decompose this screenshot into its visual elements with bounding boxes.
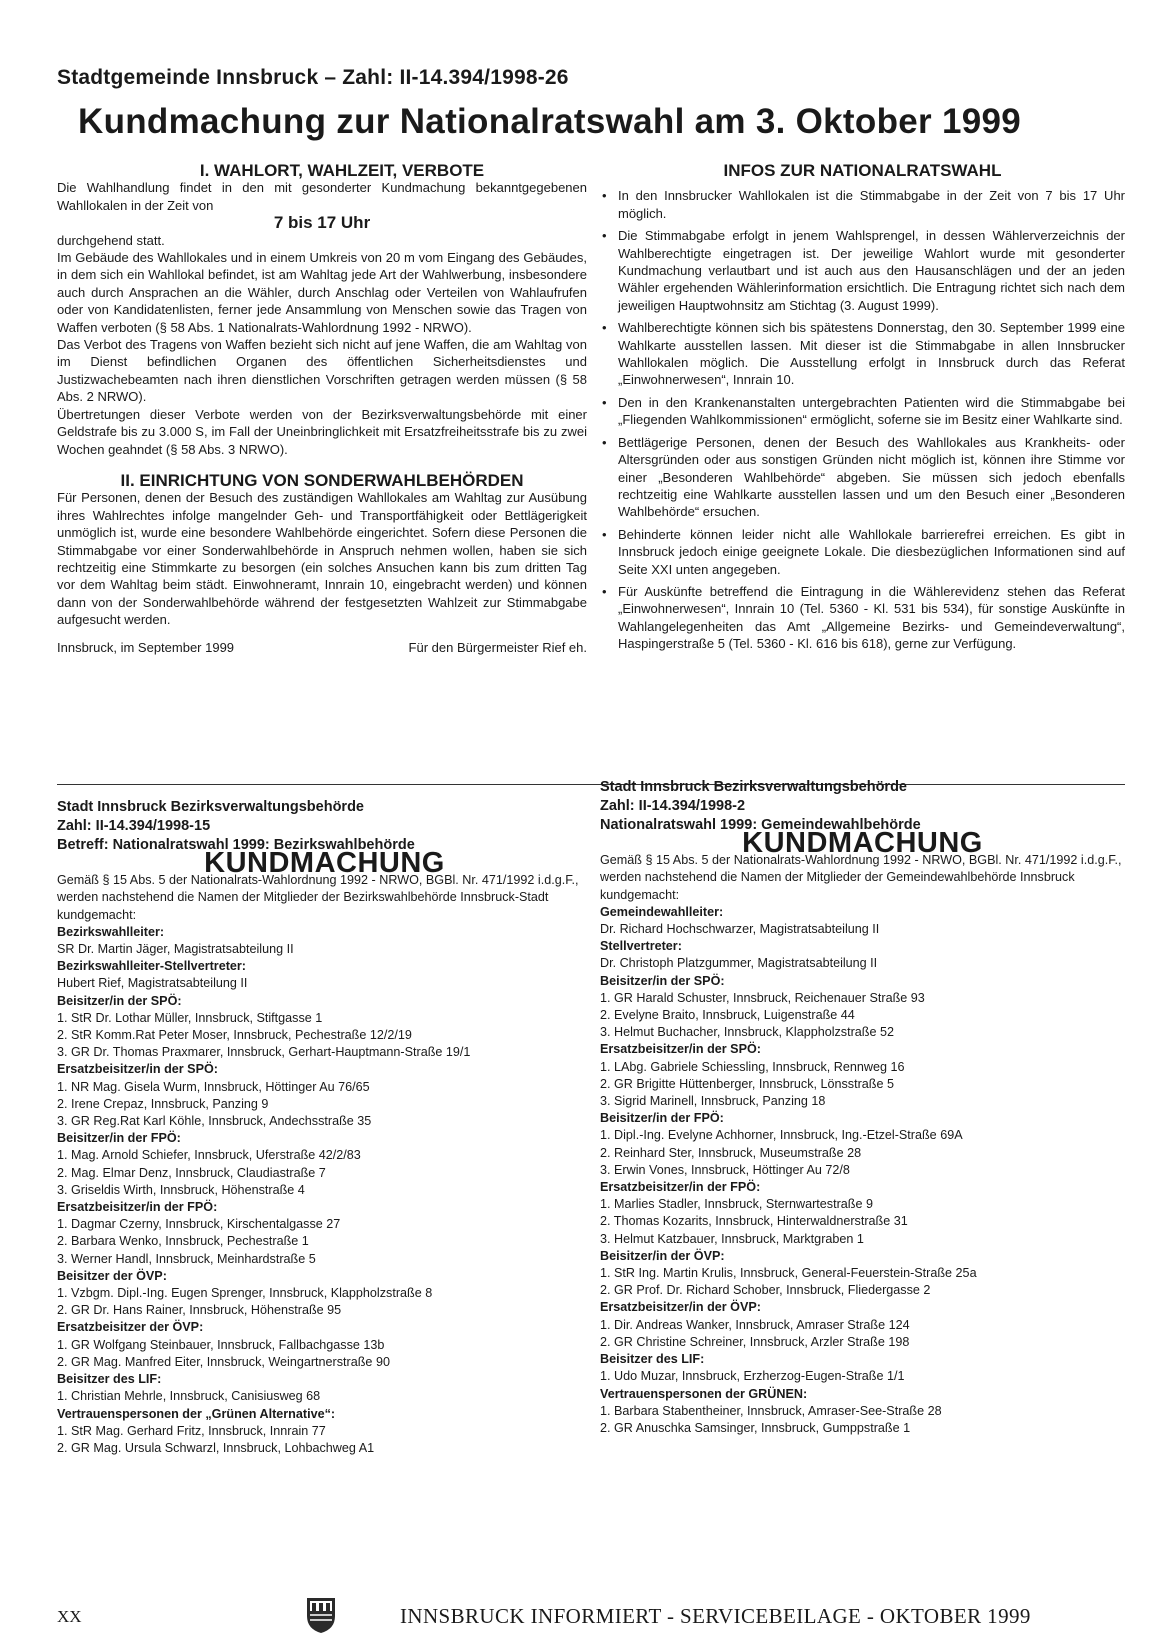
list-item: • Die Stimmabgabe erfolgt in jenem Wahlsprengel, in dessen Wählerverzeichnis der Wahlberechtigte eingetragen ist. Der jeweilige Wahlort wurde mit gesonderter Kundmachung verlautbart und ist auch aus den Hausanschlägen und der an jeden Wähler ergehenden Wählerinformation ersichtlich. Die Entragung richtet sich nach dem jeweiligen Hauptwohnsitz am Stichtag (3. August 1999). (602, 228, 1125, 313)
member-group-title: Bezirkswahlleiter: (57, 924, 165, 939)
member-group-title: Bezirkswahlleiter-Stellvertreter: (57, 959, 246, 974)
list-item: 2. GR Mag. Manfred Eiter, Innsbruck, Weingartnerstraße 90 (57, 1354, 390, 1369)
list-item: 2. Barbara Wenko, Innsbruck, Pechestraße 1 (57, 1234, 309, 1249)
list-item: 1. Marlies Stadler, Innsbruck, Sternwartestraße 9 (600, 1197, 873, 1212)
list-item: 1. GR Wolfgang Steinbauer, Innsbruck, Fallbachgasse 13b (57, 1337, 385, 1352)
list-item: 1. NR Mag. Gisela Wurm, Innsbruck, Höttinger Au 76/65 (57, 1079, 370, 1094)
section-2-title: II. EINRICHTUNG VON SONDERWAHLBEHÖRDEN (120, 470, 524, 490)
sign-place-date: Innsbruck, im September 1999 (57, 639, 235, 655)
list-item: 1. Mag. Arnold Schiefer, Innsbruck, Uferstraße 42/2/83 (57, 1148, 361, 1163)
member-group-title: Vertrauenspersonen der GRÜNEN: (600, 1386, 808, 1401)
notice-issuer: Stadt Innsbruck Bezirksverwaltungsbehörde (600, 779, 907, 795)
list-item: Dr. Christoph Platzgummer, Magistratsabteilung II (600, 956, 878, 971)
member-group-title: Beisitzer/in der FPÖ: (57, 1131, 181, 1146)
member-group-title: Ersatzbeisitzer/in der SPÖ: (57, 1062, 218, 1077)
signature-line (57, 639, 587, 656)
list-item: 3. GR Dr. Thomas Praxmarer, Innsbruck, Gerhart-Hauptmann-Straße 19/1 (57, 1045, 471, 1060)
list-item: 1. Dagmar Czerny, Innsbruck, Kirschentalgasse 27 (57, 1217, 341, 1232)
notice-gemeindewahlbehoerde (600, 778, 1125, 1437)
page-number: XX (57, 1607, 82, 1626)
list-item: 3. Helmut Katzbauer, Innsbruck, Marktgraben 1 (600, 1231, 864, 1246)
list-item: • Behinderte können leider nicht alle Wahllokale barrierefrei erreichen. Es gibt in Innsbruck jedoch einige geeignete Lokale. Die diesbezüglichen Informationen sind auf Seite XXI unten angegeben. (602, 526, 1125, 577)
infos-box (600, 162, 1125, 658)
list-item: • Für Auskünfte betreffend die Eintragung in die Wählerevidenz stehen das Referat „Einwohnerwesen“, Innrain 10 (Tel. 5360 - Kl. 531 bis 534), für sonstige Auskünfte in Wahlangelegenheiten das Amt „Allgemeine Bezirks- und Gemeindeverwaltung“, Haspingerstraße 5 (Tel. 5360 - Kl. 616 bis 618), gerne zur Verfügung. (602, 583, 1125, 652)
notice-subject: Nationalratswahl 1999: Gemeindewahlbehörde (600, 817, 921, 833)
member-group-title: Ersatzbeisitzer/in der ÖVP: (600, 1300, 761, 1315)
notice-intro: Gemäß § 15 Abs. 5 der Nationalrats-Wahlordnung 1992 - NRWO, BGBl. Nr. 471/1992 i.d.g.F., werden nachstehend die Namen der Mitglieder der Gemeindewahlbehörde Innsbruck kundgemacht: (600, 853, 1122, 902)
list-item: 1. LAbg. Gabriele Schiessling, Innsbruck, Rennweg 16 (600, 1059, 905, 1074)
list-item: 1. Vzbgm. Dipl.-Ing. Eugen Sprenger, Innsbruck, Klappholzstraße 8 (57, 1286, 433, 1301)
list-item: 1. StR Ing. Martin Krulis, Innsbruck, General-Feuerstein-Straße 25a (600, 1266, 977, 1281)
page-title: Kundmachung zur Nationalratswahl am 3. Oktober 1999 (78, 102, 1022, 141)
member-group-title: Beisitzer der ÖVP: (57, 1268, 167, 1283)
section-1-para: Übertretungen dieser Verbote werden von der Bezirksverwaltungsbehörde mit einer Geldstrafe bis zu 3.000 S, im Fall der Uneinbringlichkeit mit Ersatzfreiheitsstrafe bis zu zwei Wochen geahndet (§ 58 Abs. 3 NRWO). (57, 406, 587, 457)
section-1-para: Im Gebäude des Wahllokales und in einem Umkreis von 20 m vom Eingang des Gebäudes, in dem sich ein Wahllokal befindet, ist am Wahltag jede Art der Wahlwerbung, insbesondere auch durch Ansprachen an die Wähler, durch Anschlag oder Verteilen von Wahlaufrufen oder von Kandidatenlisten, ferner jede Ansammlung von Menschen sowie das Tragen von Waffen verboten (§ 58 Abs. 1 Nationalrats-Wahlordnung 1992 - NRWO). (57, 250, 587, 335)
list-item: 2. StR Komm.Rat Peter Moser, Innsbruck, Pechestraße 12/2/19 (57, 1028, 412, 1043)
bullet-icon: • (602, 583, 607, 599)
notice-issuer: Stadt Innsbruck Bezirksverwaltungsbehörde (57, 799, 364, 815)
bullet-icon: • (602, 526, 607, 542)
member-group-title: Ersatzbeisitzer/in der SPÖ: (600, 1042, 761, 1057)
list-item: 2. Reinhard Ster, Innsbruck, Museumstraße 28 (600, 1145, 862, 1160)
city-crest-icon (305, 1596, 337, 1634)
notice-heading: KUNDMACHUNG (204, 847, 445, 879)
member-list (600, 904, 1125, 1437)
notice-number: Zahl: II-14.394/1998-2 (600, 798, 746, 814)
notice-heading: KUNDMACHUNG (742, 827, 983, 859)
member-list (57, 924, 592, 1457)
list-item: 1. StR Mag. Gerhard Fritz, Innsbruck, Innrain 77 (57, 1423, 326, 1438)
list-item: 1. Dipl.-Ing. Evelyne Achhorner, Innsbruck, Ing.-Etzel-Straße 69A (600, 1128, 963, 1143)
list-item: 2. GR Mag. Ursula Schwarzl, Innsbruck, Lohbachweg A1 (57, 1440, 375, 1455)
notice-number: Zahl: II-14.394/1998-15 (57, 818, 211, 834)
member-group-title: Beisitzer/in der FPÖ: (600, 1111, 724, 1126)
list-item: 3. Werner Handl, Innsbruck, Meinhardstraße 5 (57, 1251, 316, 1266)
section-1-intro: Die Wahlhandlung findet in den mit gesonderter Kundmachung bekanntgegebenen Wahllokalen in der Zeit von (57, 180, 587, 213)
list-item: 3. Helmut Buchacher, Innsbruck, Klappholzstraße 52 (600, 1025, 895, 1040)
member-group-title: Beisitzer des LIF: (57, 1372, 162, 1387)
bullet-icon: • (602, 188, 607, 204)
member-group-title: Ersatzbeisitzer der ÖVP: (57, 1320, 204, 1335)
member-group-title: Beisitzer des LIF: (600, 1352, 705, 1367)
list-item: 2. Mag. Elmar Denz, Innsbruck, Claudiastraße 7 (57, 1165, 326, 1180)
list-item: • In den Innsbrucker Wahllokalen ist die Stimmabgabe in der Zeit von 7 bis 17 Uhr möglich. (602, 188, 1125, 221)
infos-list (600, 187, 1125, 652)
list-item: 1. Dir. Andreas Wanker, Innsbruck, Amraser Straße 124 (600, 1317, 910, 1332)
list-item: 3. GR Reg.Rat Karl Köhle, Innsbruck, Andechsstraße 35 (57, 1114, 372, 1129)
member-group-title: Stellvertreter: (600, 939, 682, 954)
section-wahlort (57, 162, 587, 656)
issuer-reference: Stadtgemeinde Innsbruck – Zahl: II-14.394/1998-26 (57, 66, 569, 89)
list-item: 2. GR Christine Schreiner, Innsbruck, Arzler Straße 198 (600, 1334, 910, 1349)
member-group-title: Vertrauenspersonen der „Grünen Alternative“: (57, 1406, 336, 1421)
list-item: 1. StR Dr. Lothar Müller, Innsbruck, Stiftgasse 1 (57, 1010, 323, 1025)
member-group-title: Beisitzer/in der SPÖ: (600, 973, 725, 988)
list-item: • Wahlberechtigte können sich bis spätestens Donnerstag, den 30. September 1999 eine Wahlkarte ausstellen lassen. Mit dieser ist die Stimmabgabe in allen Innsbrucker Wahllokalen möglich. Die Ausstellung erfolgt in Innsbruck durch das Referat „Einwohnerwesen“, Innrain 10. (602, 320, 1125, 388)
list-item: 1. Christian Mehrle, Innsbruck, Canisiusweg 68 (57, 1389, 321, 1404)
section-1-para: durchgehend statt. (57, 232, 165, 248)
notice-bezirkswahlbehoerde (57, 798, 592, 1457)
section-1-title: I. WAHLORT, WAHLZEIT, VERBOTE (199, 161, 485, 180)
member-group-title: Ersatzbeisitzer/in der FPÖ: (600, 1180, 761, 1195)
list-item: 3. Sigrid Marinell, Innsbruck, Panzing 18 (600, 1094, 826, 1109)
notice-subject: Betreff: Nationalratswahl 1999: Bezirkswahlbehörde (57, 837, 415, 853)
list-item: 1. Udo Muzar, Innsbruck, Erzherzog-Eugen-Straße 1/1 (600, 1369, 905, 1384)
publication-footer: INNSBRUCK INFORMIERT - SERVICEBEILAGE - OKTOBER 1999 (400, 1604, 1031, 1628)
list-item: 2. GR Prof. Dr. Richard Schober, Innsbruck, Fliedergasse 2 (600, 1283, 931, 1298)
sign-authority: Für den Bürgermeister Rief eh. (408, 639, 587, 655)
list-item: • Den in den Krankenanstalten untergebrachten Patienten wird die Stimmabgabe bei „Fliegenden Wahlkommissionen“ ermöglicht, soferne sie im Besitz einer Wahlkarte sind. (602, 394, 1125, 428)
bullet-icon: • (602, 228, 607, 244)
list-item: 1. Barbara Stabentheiner, Innsbruck, Amraser-See-Straße 28 (600, 1403, 942, 1418)
list-item: Hubert Rief, Magistratsabteilung II (57, 976, 248, 991)
infos-title: INFOS ZUR NATIONALRATSWAHL (723, 161, 1002, 180)
notice-intro: Gemäß § 15 Abs. 5 der Nationalrats-Wahlordnung 1992 - NRWO, BGBl. Nr. 471/1992 i.d.g.F., werden nachstehend die Namen der Mitglieder der Bezirkswahlbehörde Innsbruck-Stadt kundgemacht: (57, 873, 579, 922)
voting-hours: 7 bis 17 Uhr (273, 213, 371, 233)
bullet-icon: • (602, 434, 607, 450)
member-group-title: Ersatzbeisitzer/in der FPÖ: (57, 1200, 218, 1215)
section-2-body: Für Personen, denen der Besuch des zuständigen Wahllokales am Wahltag zur Ausübung ihres Wahlrechtes infolge mangelnder Geh- und Transportfähigkeit oder Bettlägerigkeit unmöglich ist, wurde eine besondere Wahlbehörde eingerichtet. Sofern diese Personen die Stimmabgabe vor einer Sonderwahlbehörde in Anspruch nehmen wollen, haben sie sich rechtzeitig eine Stimmkarte zu besorgen (ein solches Ansuchen kann bis zum dritten Tag vor dem Wahltag beim städt. Einwohneramt, Innrain 10, eingebracht werden) und können dann von der Sonderwahlbehörde während der festgesetzten Wahlzeit zur Stimmabgabe aufgesucht werden. (57, 490, 587, 628)
list-item: 1. GR Harald Schuster, Innsbruck, Reichenauer Straße 93 (600, 990, 925, 1005)
list-item: 2. Thomas Kozarits, Innsbruck, Hinterwaldnerstraße 31 (600, 1214, 908, 1229)
section-1-para: Das Verbot des Tragens von Waffen bezieht sich nicht auf jene Waffen, die am Wahltag von im Dienst befindlichen Organen des öffentlichen Sicherheitsdienstes und Justizwachebeamten nach ihren dienstlichen Vorschriften getragen werden müssen (§ 58 Abs. 2 NRWO). (57, 337, 587, 405)
list-item: 2. Irene Crepaz, Innsbruck, Panzing 9 (57, 1096, 269, 1111)
list-item: 2. GR Anuschka Samsinger, Innsbruck, Gumppstraße 1 (600, 1420, 911, 1435)
list-item: • Bettlägerige Personen, denen der Besuch des Wahllokales aus Krankheits- oder Altersgründen oder aus sonstigen Gründen nicht möglich ist, können ihre Stimme vor einer „Besonderen Wahlbehörde“ abgeben. Sie müssen sich jedoch ebenfalls rechtzeitig eine Wahlkarte ausstellen lassen und um den Besuch einer „Besonderen Wahlbehörde“ ersuchen. (602, 434, 1125, 520)
member-group-title: Beisitzer/in der SPÖ: (57, 993, 182, 1008)
list-item: 3. Erwin Vones, Innsbruck, Höttinger Au 72/8 (600, 1162, 850, 1177)
bullet-icon: • (602, 394, 607, 410)
list-item: 2. GR Dr. Hans Rainer, Innsbruck, Höhenstraße 95 (57, 1303, 342, 1318)
list-item: 3. Griseldis Wirth, Innsbruck, Höhenstraße 4 (57, 1182, 305, 1197)
list-item: 2. Evelyne Braito, Innsbruck, Luigenstraße 44 (600, 1008, 855, 1023)
member-group-title: Gemeindewahlleiter: (600, 904, 724, 919)
list-item: SR Dr. Martin Jäger, Magistratsabteilung II (57, 942, 294, 957)
member-group-title: Beisitzer/in der ÖVP: (600, 1248, 725, 1263)
list-item: 2. GR Brigitte Hüttenberger, Innsbruck, Lönsstraße 5 (600, 1076, 894, 1091)
list-item: Dr. Richard Hochschwarzer, Magistratsabteilung II (600, 922, 880, 937)
bullet-icon: • (602, 320, 607, 336)
